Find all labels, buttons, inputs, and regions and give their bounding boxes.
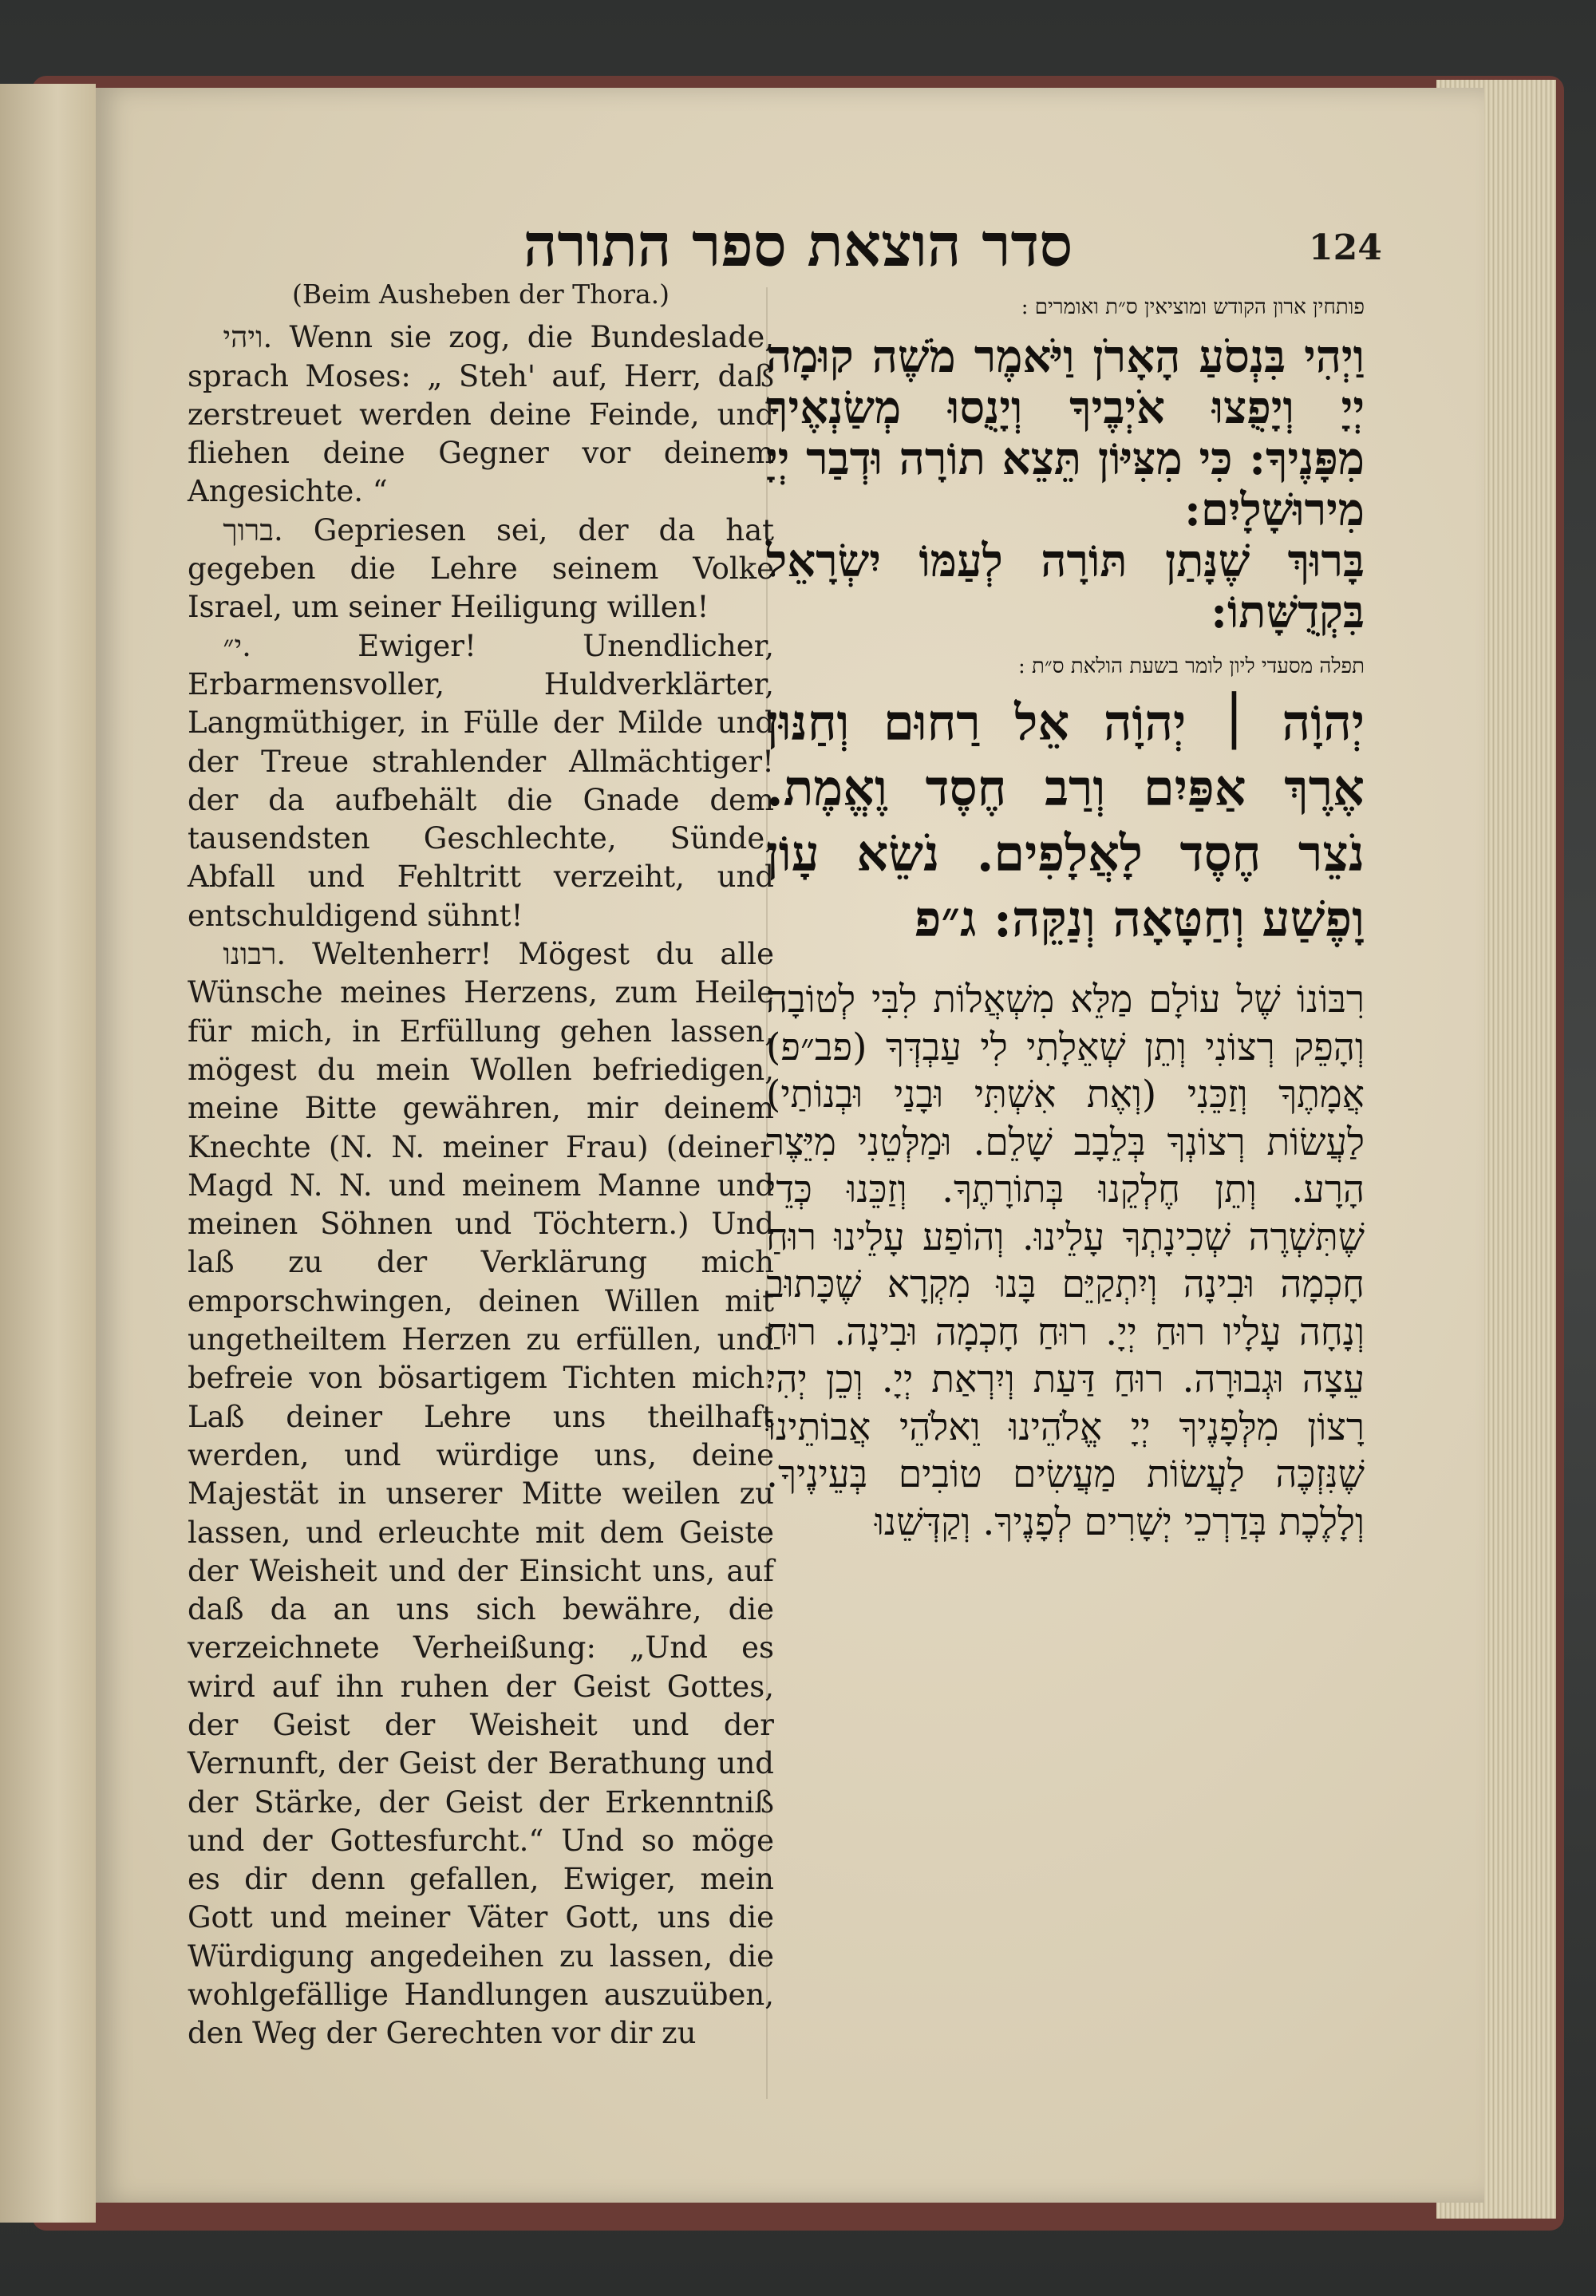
german-paragraph-middot: י״. Ewiger! Unendlicher, Erbarmensvoller, Huldverklärter, Langmüthiger, in Fülle der Milde und der Treue strahlender Allmächtiger! der da aufbehält die Gnade dem tausendsten Geschlechte, Sünde, Abfall und Fehltritt verzeiht, und entschuldigend sühnt! [188,628,774,933]
page-title: סדר הוצאת ספר התורה [523,211,1073,280]
german-paragraph-baruch: ברוך. Gepriesen sei, der da hat gegeben die Lehre seinem Volke Israel, um seiner Heiligung willen! [188,512,774,625]
left-page-edge [0,84,96,2223]
german-heading: (Beim Ausheben der Thora.) [291,279,670,310]
german-paragraph-vayehi: ויהי. Wenn sie zog, die Bundeslade, sprach Moses: „ Steh' auf, Herr, daß zerstreuet werden deine Feinde, und fliehen deine Gegner vor deinem Angesichte. “ [188,320,774,509]
hebrew-thirteen-attributes: יְהוָֹה ׀ יְהוָֹה אֵל רַחוּם וְחַנּוּן אֶרֶךְ אַפַּיִם וְרַב חֶסֶד וֶאֱמֶת. נֹצֵר חֶסֶד לָאֲלָפִים. נֹשֵׂא עָוֹן וָפֶשַׁע וְחַטָּאָה וְנַקֵּה: ג״פ [766,694,1365,948]
hebrew-instruction-prayer: תפלה מסעדי ליון לומר בשעת הולאת ס״ת : [1018,654,1365,678]
page-number: 124 [1309,227,1382,268]
spacer [766,952,1365,976]
hebrew-column [766,283,1365,1546]
hebrew-baruch: בָּרוּךְ שֶׁנָּתַן תּוֹרָה לְעַמּוֹ יִשְׂרָאֵל בִּקְדֻשָּׁתוֹ: [766,535,1365,638]
hebrew-vayehi: וַיְהִי בִּנְסֹעַ הָאָרֹן וַיֹּאמֶר מֹשֶׁה קוּמָה יְיָ וְיָפֻצוּ אֹיְבֶיךָ וְיָנֻסוּ מְשַׂנְאֶיךָ מִפָּנֶיךָ: כִּי מִצִּיּוֹן תֵּצֵא תוֹרָה וּדְבַר יְיָ מִירוּשָׁלָיִם: [766,330,1365,536]
hebrew-instruction-open-ark: פותחין ארון הקודש ומוציאין ס״ת ואומרים : [1021,295,1365,319]
german-paragraph-ribono: רבונו. Weltenherr! Mögest du alle Wünsche meines Herzens, zum Heile für mich, in Erfüllung gehen lassen, mögest du mein Wollen befriedigen, meine Bitte gewähren, mir deinem Knechte (N. N. meiner Frau) (deiner Magd N. N. und meinem Manne und meinen Söhnen und Töchtern.) Und laß zu der Verklärung mich emporschwingen, deinen Willen mit ungetheiltem Herzen zu erfüllen, und befreie von bösartigem Tichten mich. Laß deiner Lehre uns theilhaft werden, und würdige uns, deine Majestät in unserer Mitte weilen zu lassen, und erleuchte mit dem Geiste der Weisheit und der Einsicht uns, auf daß da an uns sich bewähre, die verzeichnete Verheißung: „Und es wird auf ihn ruhen der Geist Gottes, der Geist der Weisheit und der Vernunft, der Geist der Berathung und der Stärke, der Geist der Erkenntniß und der Gottesfurcht.“ Und so möge es dir denn gefallen, Ewiger, mein Gott und meiner Väter Gott, uns die Würdigung angedeihen zu lassen, die wohlgefällige Handlungen auszuüben, den Weg der Gerechten vor dir zu [188,937,774,2051]
german-column [188,275,774,2053]
hebrew-ribono-shel-olam: רִבּוֹנוֹ שֶׁל עוֹלָם מַלֵּא מִשְׁאֲלוֹת לִבִּי לְטוֹבָה וְהָפֵק רְצוֹנִי וְתֵן שְׁאֵלָתִי לִי עַבְדְּךָ (פב״פ) אֲמָתֶךָ וְזַכֵּנִי (וְאֶת אִשְׁתִּי וּבָנַי וּבְנוֹתַי) לַעֲשׂוֹת רְצוֹנְךָ בְּלֵבָב שָׁלֵם. וּמַלְּטֵנִי מִיֵּצֶר הָרָע. וְתֵן חֶלְקֵנוּ בְּתוֹרָתֶךָ. וְזַכֵּנוּ כְּדֵי שֶׁתִּשְׁרֶה שְׁכִינָתְךָ עָלֵינוּ. וְהוֹפַע עָלֵינוּ רוּחַ חָכְמָה וּבִינָה וְיִתְקַיֵּם בָּנוּ מִקְרָא שֶׁכָּתוּב וְנָחָה עָלָיו רוּחַ יְיָ. רוּחַ חָכְמָה וּבִינָה. רוּחַ עֵצָה וּגְבוּרָה. רוּחַ דַּעַת וְיִרְאַת יְיָ. וְכֵן יְהִי רָצוֹן מִלְּפָנֶיךָ יְיָ אֱלֹהֵינוּ וֵאלֹהֵי אֲבוֹתֵינוּ שֶׁנִּזְכֶּה לַעֲשׂוֹת מַעֲשִׂים טוֹבִים בְּעֵינֶיךָ. וְלָלֶכֶת בְּדַרְכֵי יְשָׁרִים לְפָנֶיךָ. וְקַדְּשֵׁנוּ [766,978,1365,1544]
